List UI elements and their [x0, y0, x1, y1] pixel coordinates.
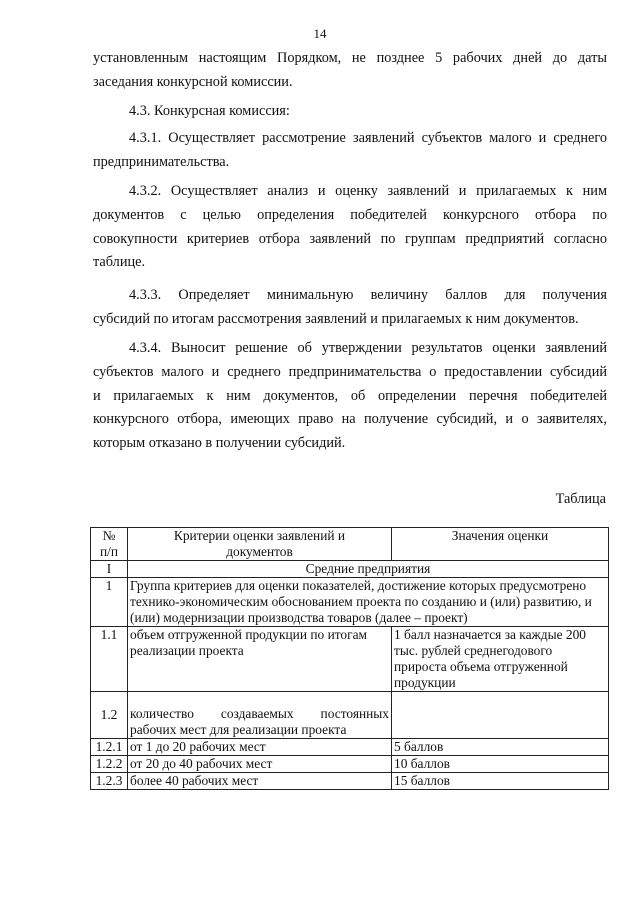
text-line: предпринимательства.: [93, 153, 230, 170]
row-value: 10 баллов: [392, 756, 609, 773]
paragraph-4-3-2: [93, 180, 607, 275]
table-row: [91, 561, 609, 578]
row-value: [392, 692, 609, 739]
table-header-row: [91, 528, 609, 561]
row-criteria: Группа критериев для оценки показателей, достижение которых предусмотрено технико-экономическим обоснованием проекта по созданию и (или) развитию, и (или) модернизации производства товаров (далее – проект): [128, 578, 609, 627]
row-criteria: объем отгруженной продукции по итогам реализации проекта: [128, 627, 392, 692]
row-num: 1.2.2: [91, 756, 128, 773]
criteria-table: [90, 527, 609, 790]
table-row: [91, 627, 609, 692]
table-row: [91, 692, 609, 739]
text-line: 4.3.3. Определяет минимальную величину баллов для получения: [129, 287, 607, 303]
text-line: 4.3.1. Осуществляет рассмотрение заявлений субъектов малого и среднего: [129, 130, 607, 146]
row-num: 1: [91, 578, 128, 627]
text-line: и прилагаемых к ним документов, об определении перечня победителей: [93, 387, 607, 404]
table-row: [91, 739, 609, 756]
table-row: [91, 756, 609, 773]
row-num: 1.2.3: [91, 773, 128, 790]
row-num: I: [91, 561, 128, 578]
paragraph-4-3-4: [93, 337, 607, 456]
paragraph-4-3-3: [93, 284, 607, 332]
text-line: установленным настоящим Порядком, не позднее 5 рабочих дней до даты: [93, 50, 607, 66]
row-num: 1.2.1: [91, 739, 128, 756]
text-line: совокупности критериев отбора заявлений по группам предприятий согласно: [93, 230, 607, 247]
row-value: 5 баллов: [392, 739, 609, 756]
text-line: 4.3.2. Осуществляет анализ и оценку заявлений и прилагаемых к ним: [129, 183, 607, 199]
paragraph-4-3: [129, 100, 640, 124]
text-line: субъектов малого и среднего предпринимательства о предоставлении субсидий: [93, 363, 607, 380]
header-values: Значения оценки: [392, 528, 609, 561]
row-criteria: количество создаваемых постоянных рабочих мест для реализации проекта: [128, 692, 392, 739]
paragraph-4-3-1: [93, 127, 607, 175]
row-value: 1 балл назначается за каждые 200 тыс. рублей среднегодового прироста объема отгруженной продукции: [392, 627, 609, 692]
text-line: заседания конкурсной комиссии.: [93, 73, 293, 90]
table-row: [91, 773, 609, 790]
row-value: 15 баллов: [392, 773, 609, 790]
row-criteria: более 40 рабочих мест: [128, 773, 392, 790]
table-caption: Таблица: [555, 491, 606, 507]
header-criteria: Критерии оценки заявлений и документов: [128, 528, 392, 561]
text-line: 4.3. Конкурсная комиссия:: [129, 103, 290, 119]
row-criteria: от 1 до 20 рабочих мест: [128, 739, 392, 756]
row-num: 1.1: [91, 627, 128, 692]
row-criteria: от 20 до 40 рабочих мест: [128, 756, 392, 773]
paragraph-continuation: [93, 47, 607, 95]
row-group-title: Средние предприятия: [128, 561, 609, 578]
text-line: субсидий по итогам рассмотрения заявлений и прилагаемых к ним документов.: [93, 310, 579, 327]
header-num: № п/п: [91, 528, 128, 561]
text-line: которым отказано в получении субсидий.: [93, 435, 346, 452]
row-num: 1.2: [91, 692, 128, 739]
text-line: таблице.: [93, 254, 146, 271]
text-line: 4.3.4. Выносит решение об утверждении результатов оценки заявлений: [129, 340, 607, 356]
table-row: [91, 578, 609, 627]
page-number: 14: [313, 26, 327, 41]
text-line: документов с целью определения победителей конкурсного отбора по: [93, 206, 607, 223]
text-line: конкурсного отбора, имеющих право на получение субсидий, и о заявителях,: [93, 411, 607, 428]
